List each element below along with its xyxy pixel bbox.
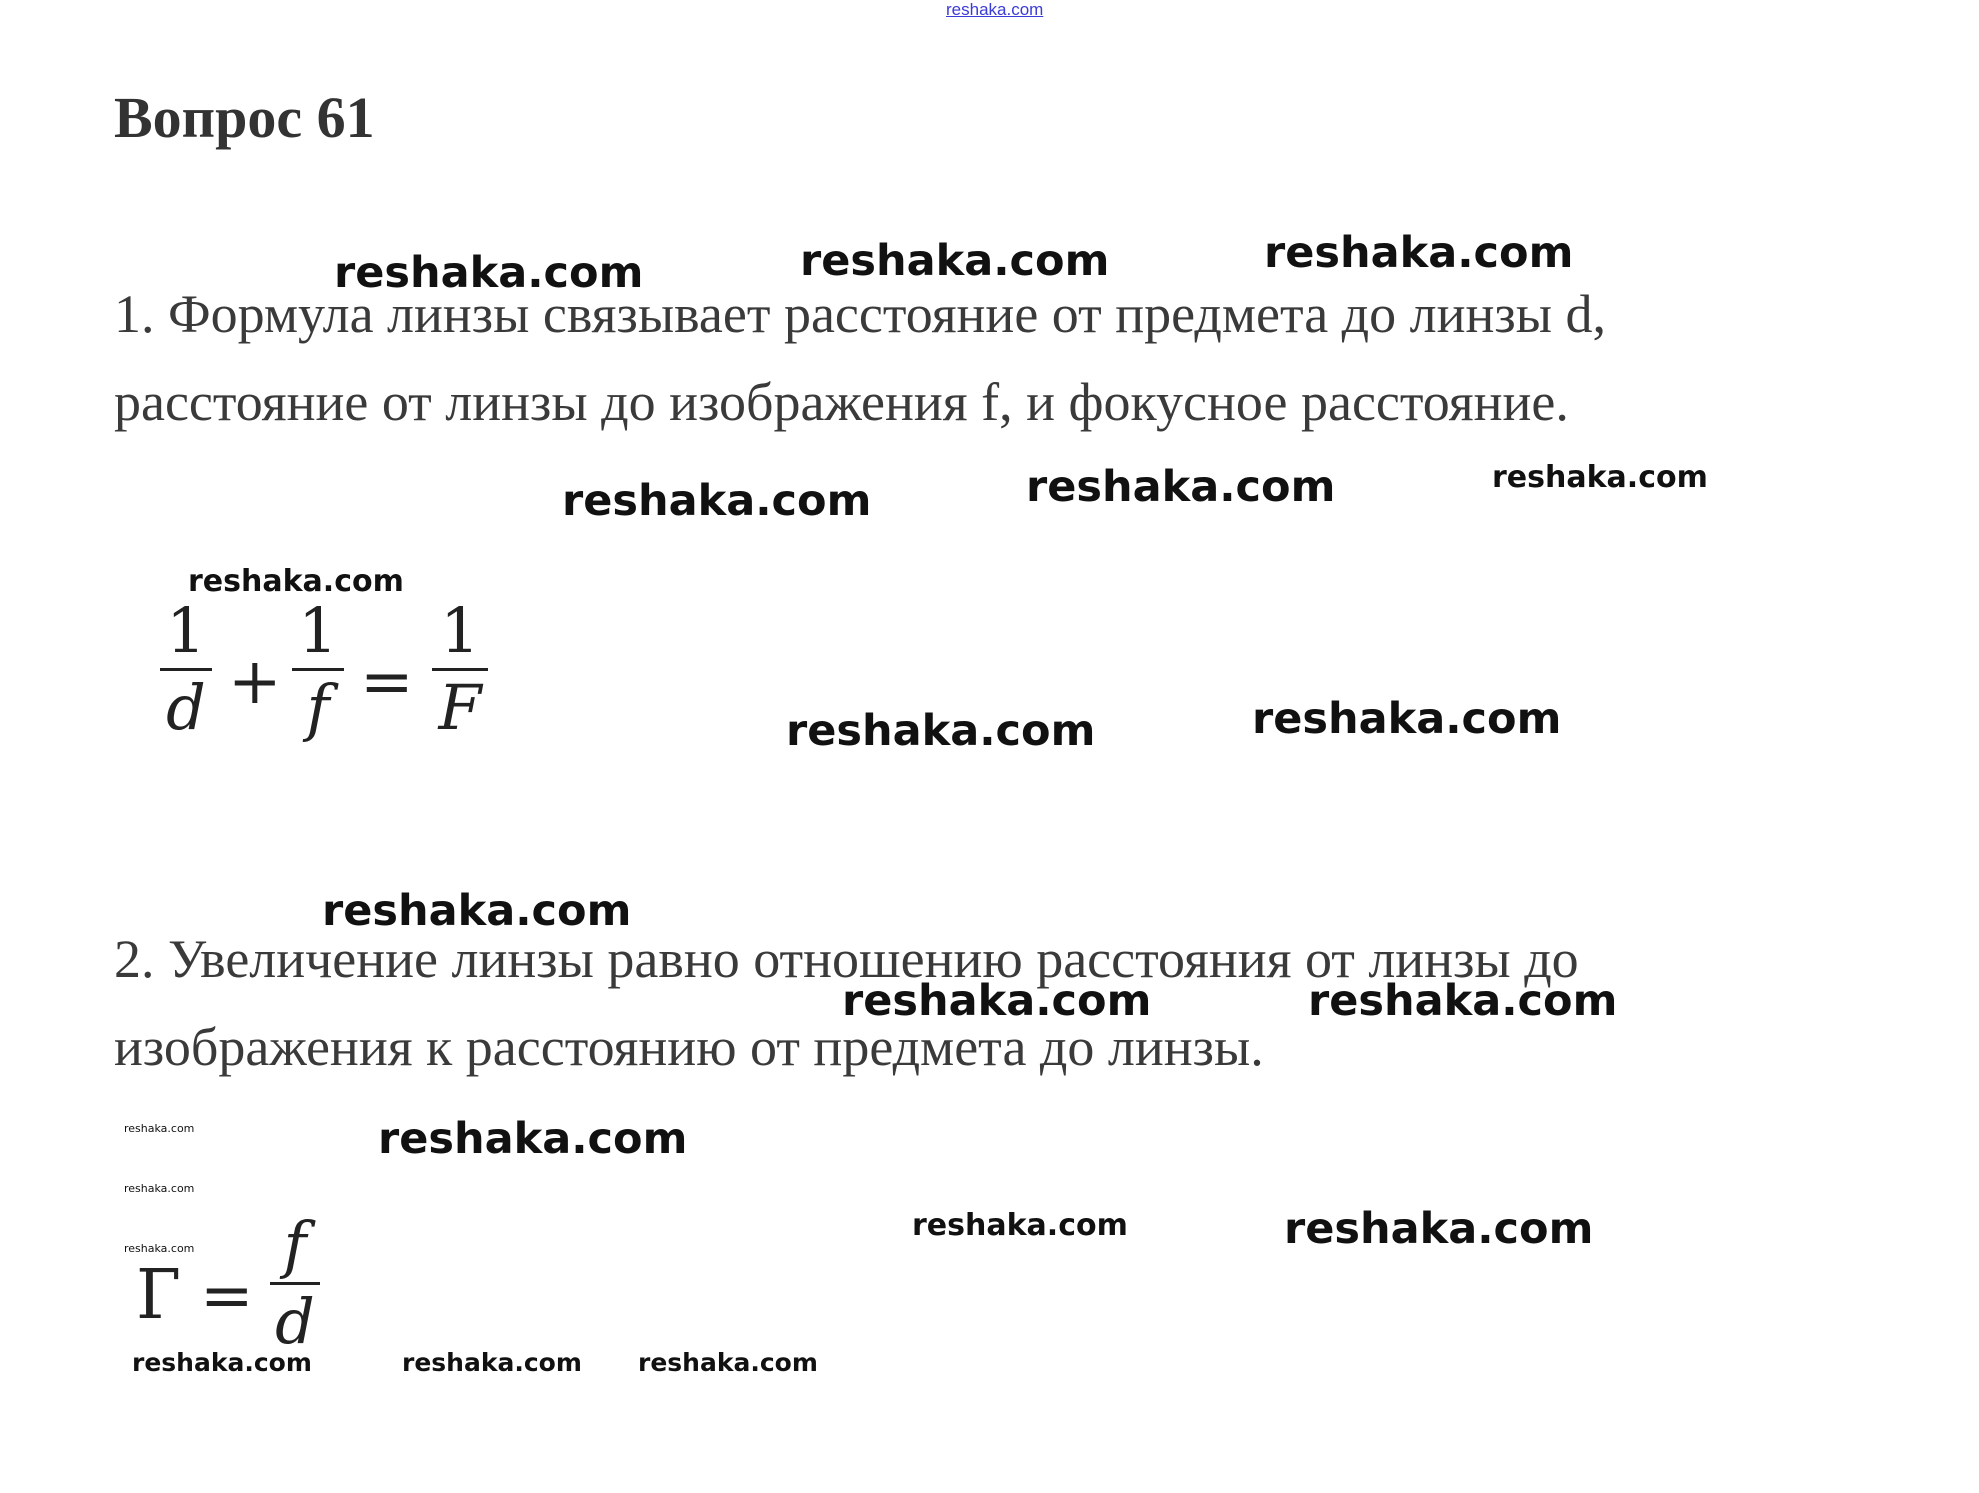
- page-title: Вопрос 61: [114, 85, 375, 150]
- watermark: reshaka.com: [188, 564, 404, 599]
- equals-sign: =: [200, 1259, 254, 1333]
- watermark: reshaka.com: [124, 1242, 195, 1255]
- site-link[interactable]: reshaka.com: [946, 0, 1044, 19]
- fraction-numerator: f: [283, 1208, 307, 1281]
- watermark: reshaka.com: [800, 236, 1110, 286]
- watermark: reshaka.com: [1308, 976, 1618, 1026]
- fraction-numerator: 1: [166, 594, 206, 667]
- watermark: reshaka.com: [1492, 460, 1708, 495]
- watermark: reshaka.com: [562, 476, 872, 526]
- watermark: reshaka.com: [124, 1182, 195, 1195]
- watermark: reshaka.com: [334, 248, 644, 298]
- watermark: reshaka.com: [638, 1348, 818, 1377]
- watermark: reshaka.com: [912, 1208, 1128, 1243]
- magnification-symbol: Г: [136, 1256, 182, 1335]
- fraction-f-over-d: [270, 1208, 320, 1358]
- fraction-one-over-F: [432, 594, 488, 744]
- watermark: reshaka.com: [124, 1122, 195, 1135]
- watermark: reshaka.com: [1284, 1204, 1594, 1254]
- magnification-description: 2. Увеличение линзы равно отношению расстояния от линзы до изображения к расстоянию от предмета до линзы.: [114, 929, 1579, 1077]
- plus-sign: +: [228, 645, 282, 719]
- fraction-denominator: d: [166, 671, 206, 744]
- watermark: reshaka.com: [1252, 694, 1562, 744]
- fraction-denominator: d: [275, 1285, 315, 1358]
- fraction-numerator: 1: [298, 594, 338, 667]
- equals-sign: =: [360, 645, 414, 719]
- lens-formula-description: 1. Формула линзы связывает расстояние от предмета до линзы d, расстояние от линзы до изображения f, и фокусное расстояние.: [114, 284, 1607, 432]
- watermark: reshaka.com: [402, 1348, 582, 1377]
- watermark: reshaka.com: [322, 886, 632, 936]
- fraction-numerator: 1: [440, 594, 480, 667]
- watermark: reshaka.com: [378, 1114, 688, 1164]
- watermark: reshaka.com: [786, 706, 1096, 756]
- fraction-denominator: F: [438, 671, 482, 744]
- watermark: reshaka.com: [1264, 228, 1574, 278]
- fraction-one-over-d: [160, 594, 212, 744]
- watermark: reshaka.com: [132, 1348, 312, 1377]
- fraction-denominator: f: [306, 671, 330, 744]
- watermark: reshaka.com: [1026, 462, 1336, 512]
- watermark: reshaka.com: [842, 976, 1152, 1026]
- fraction-one-over-f: [292, 594, 344, 744]
